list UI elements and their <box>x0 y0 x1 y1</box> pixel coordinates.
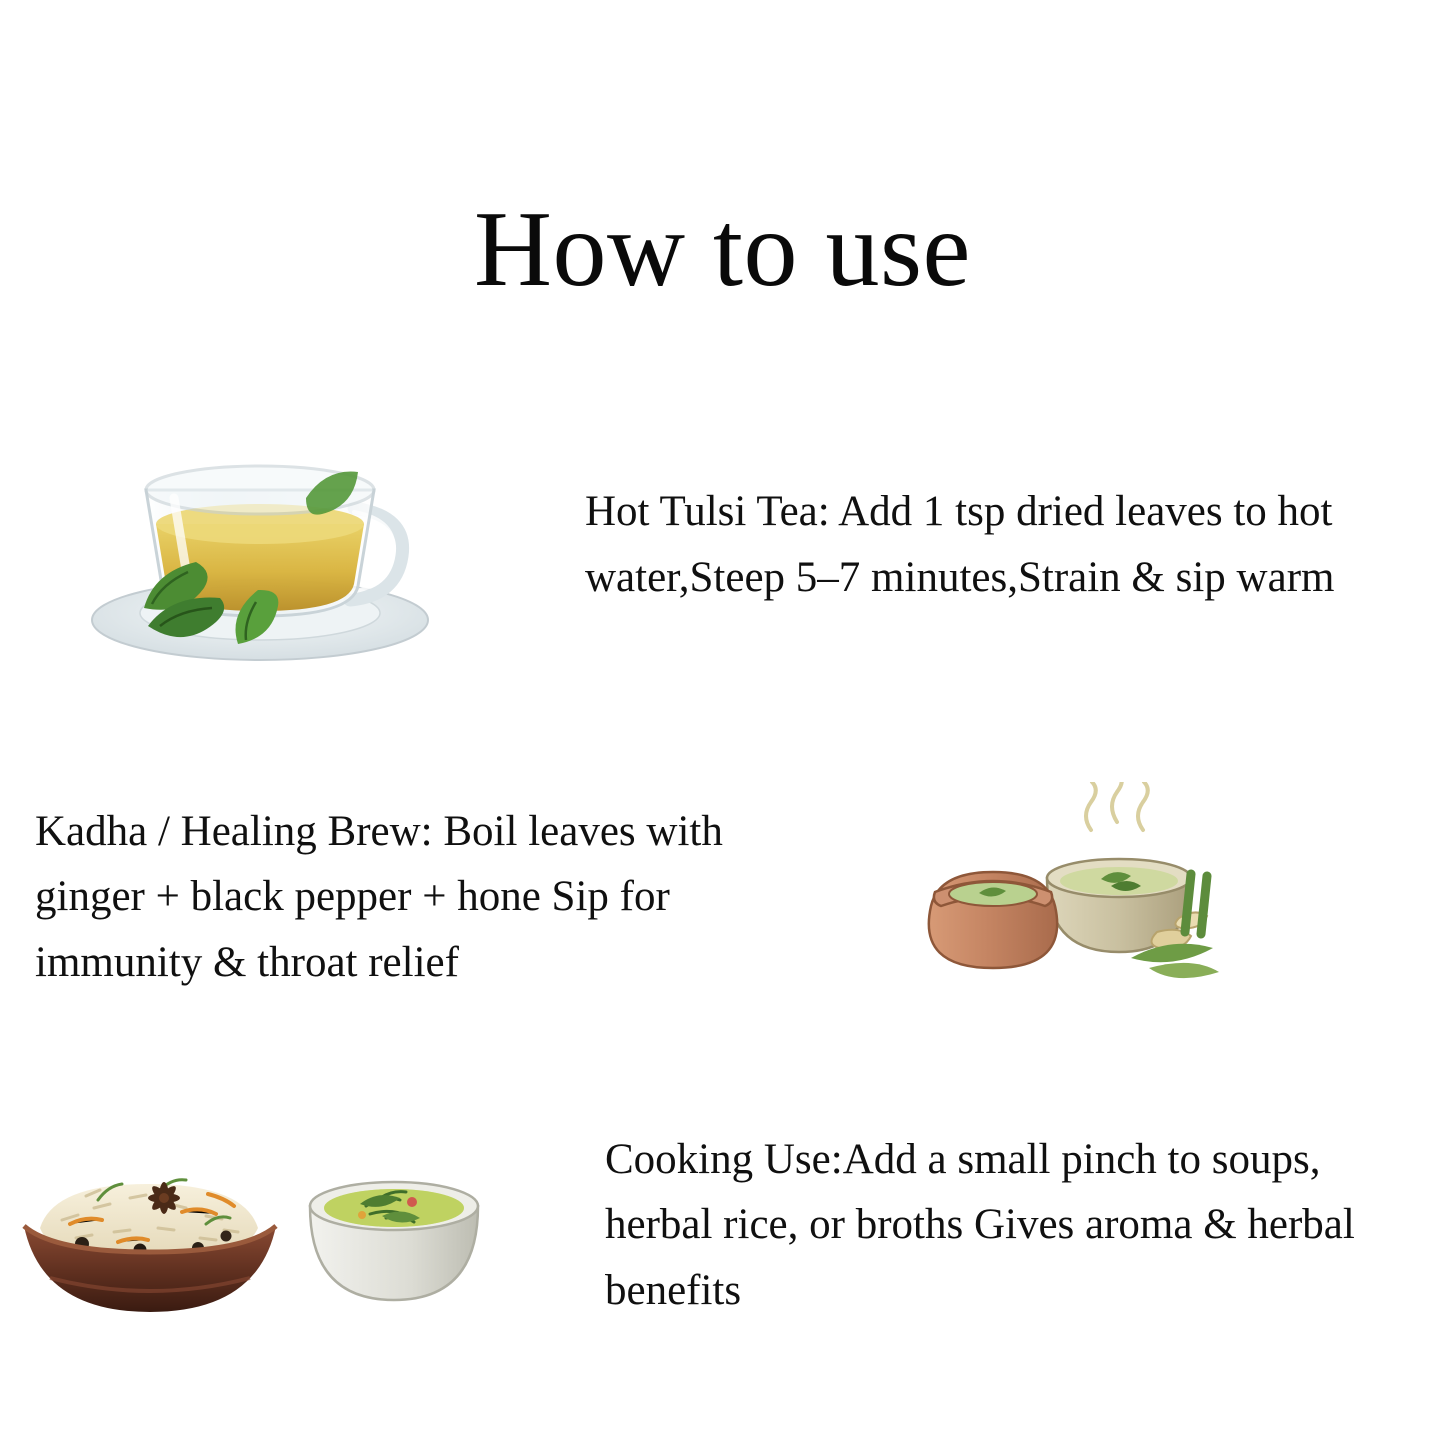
page-title: How to use <box>474 190 971 310</box>
herbal-rice-bowl-and-soup-icon <box>10 1120 480 1330</box>
section-hot-tulsi-tea <box>70 412 1400 677</box>
section-cooking-use <box>10 1120 1430 1330</box>
section-text-cooking-use: Cooking Use:Add a small pinch to soups, herbal rice, or broths Gives aroma & herbal benefits <box>605 1135 1355 1314</box>
section-text-hot-tulsi-tea: Hot Tulsi Tea: Add 1 tsp dried leaves to hot water,Steep 5–7 minutes,Strain & sip warm <box>585 488 1335 601</box>
section-kadha-healing-brew <box>30 782 1420 1012</box>
glass-teacup-with-mint-icon <box>70 412 450 677</box>
clay-pot-and-herbal-bowl-icon <box>895 782 1225 1012</box>
section-text-kadha-healing-brew: Kadha / Healing Brew: Boil leaves with ginger + black pepper + hone Sip for immunity & throat relief <box>35 807 723 986</box>
